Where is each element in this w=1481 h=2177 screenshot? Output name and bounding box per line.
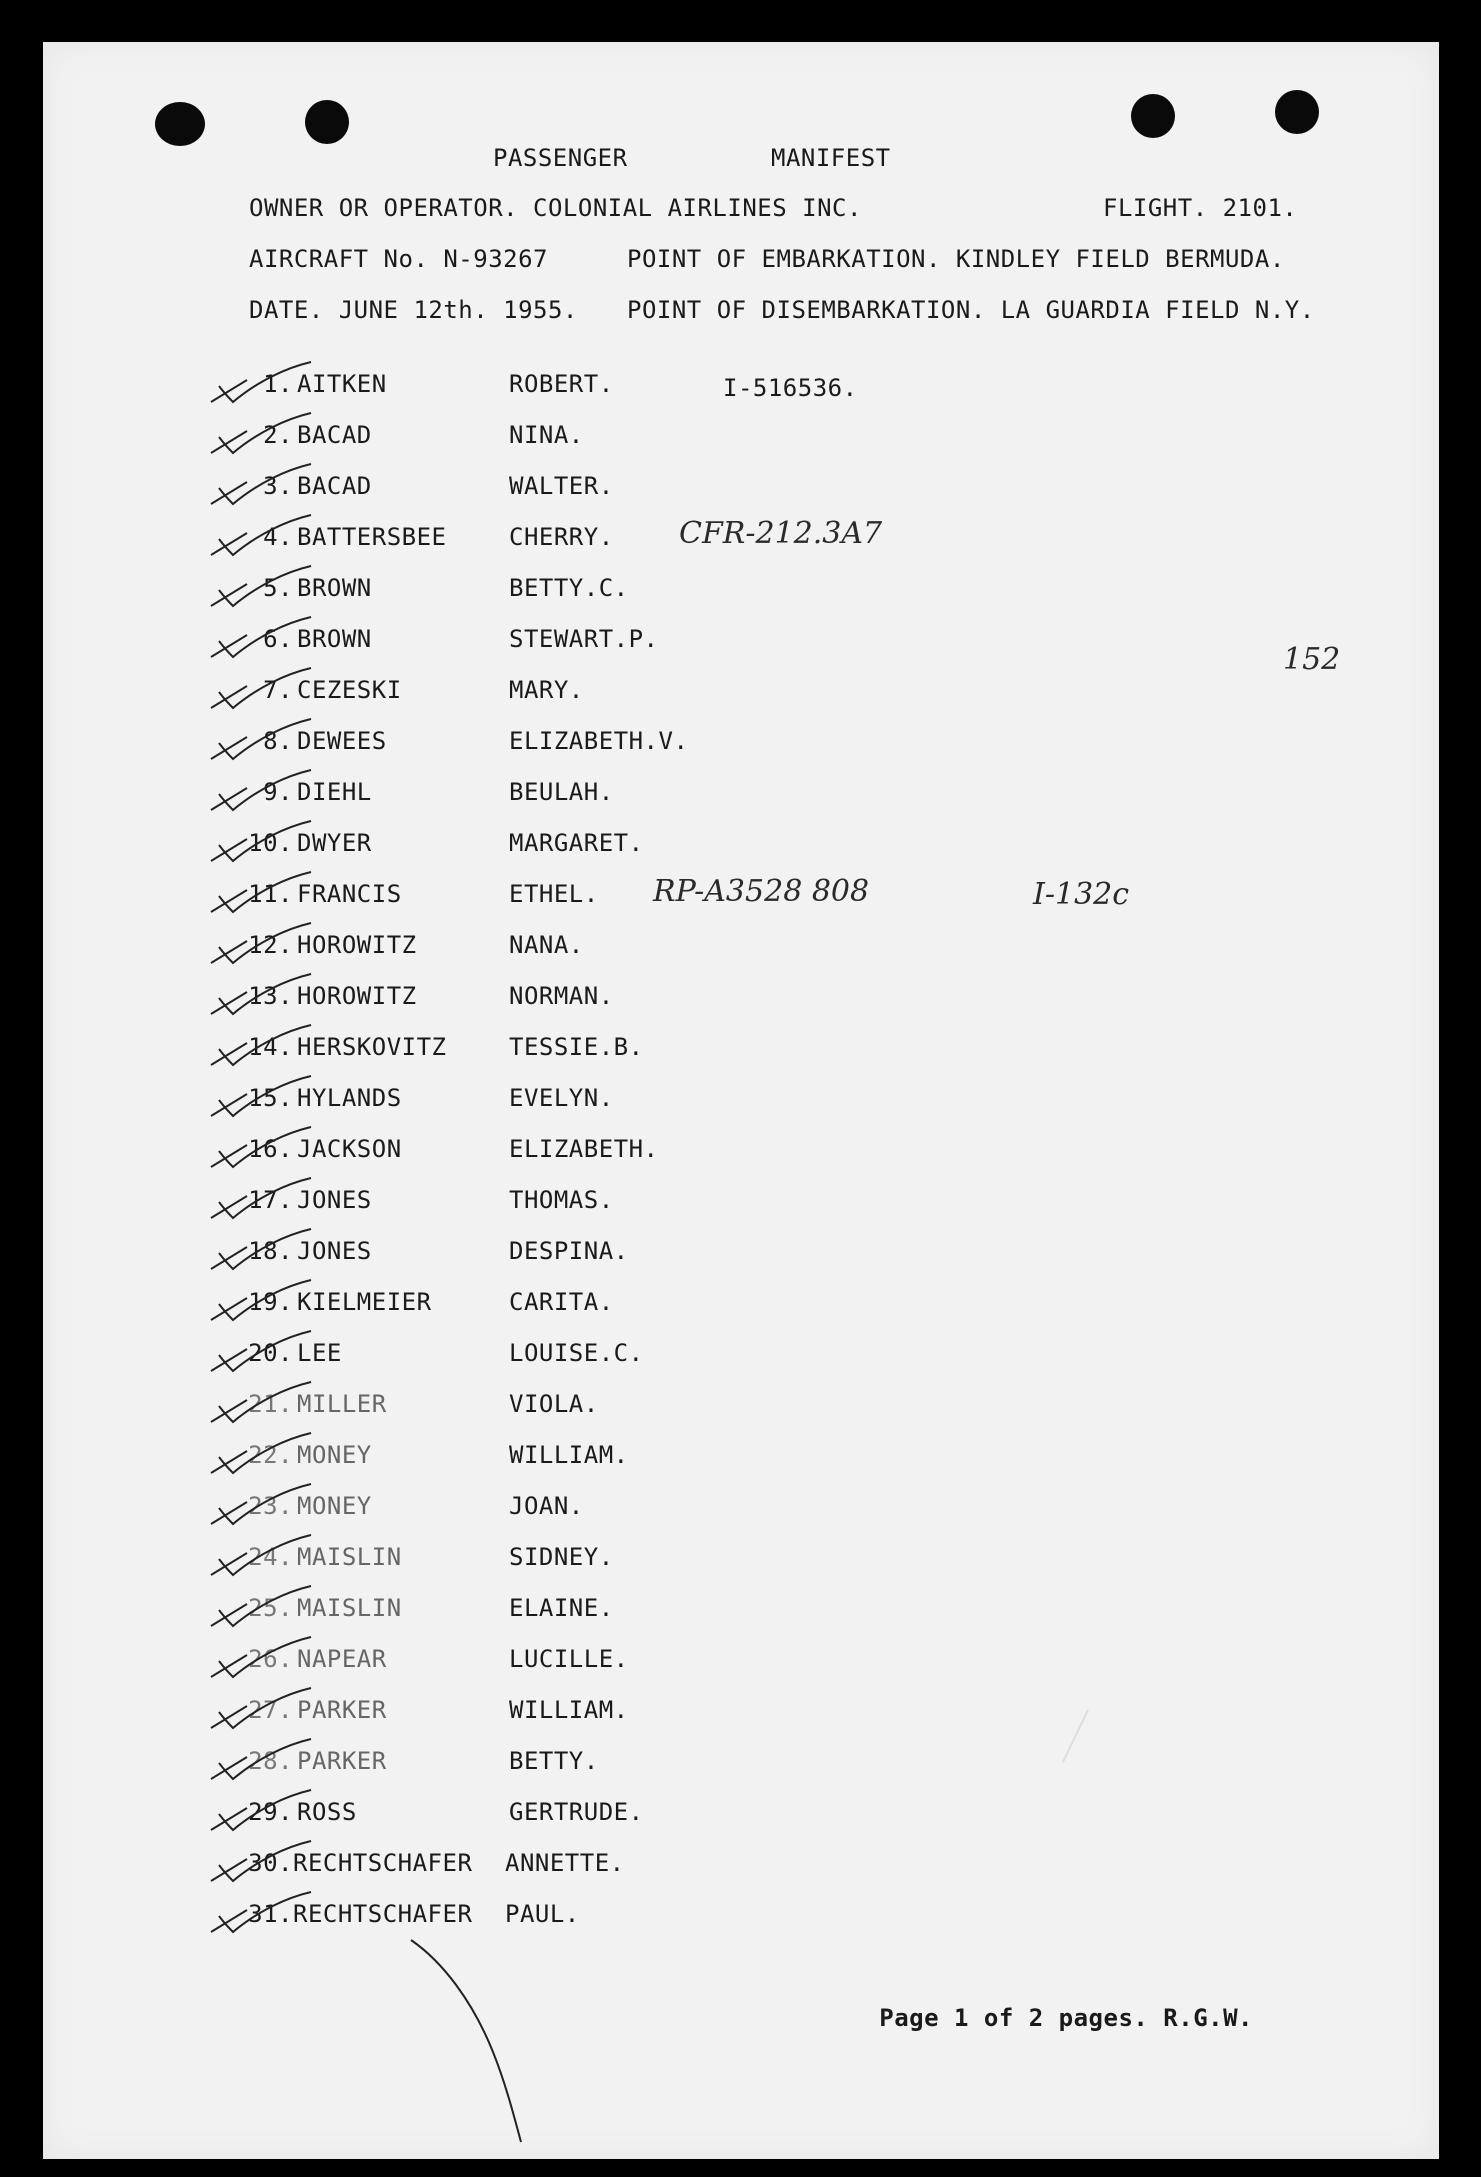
manifest-date: DATE. JUNE 12th. 1955.	[249, 296, 578, 324]
passenger-given-name: LUCILLE.	[509, 1645, 629, 1673]
passenger-number: 6.	[263, 625, 293, 653]
passenger-surname: BACAD	[297, 472, 372, 500]
passenger-row	[43, 1237, 1439, 1277]
check-mark	[207, 1176, 317, 1220]
passenger-row	[43, 1645, 1439, 1685]
check-mark	[207, 1125, 317, 1169]
passenger-row	[43, 982, 1439, 1022]
passenger-surname: CEZESKI	[297, 676, 402, 704]
check-mark	[207, 1431, 317, 1475]
passenger-number: 31.	[248, 1900, 293, 1928]
passenger-given-name: MARGARET.	[509, 829, 644, 857]
passenger-number: 21.	[248, 1390, 293, 1418]
passenger-row	[43, 574, 1439, 614]
passenger-number: 11.	[248, 880, 293, 908]
passenger-surname: HOROWITZ	[297, 931, 417, 959]
passenger-number: 7.	[263, 676, 293, 704]
manifest-sheet	[43, 42, 1439, 2159]
passenger-given-name: WILLIAM.	[509, 1441, 629, 1469]
passenger-given-name: JOAN.	[509, 1492, 584, 1520]
punch-hole-right-2	[1275, 90, 1319, 134]
check-mark	[207, 1023, 317, 1067]
passenger-row	[43, 1747, 1439, 1787]
passenger-row	[43, 727, 1439, 767]
passenger-surname: JACKSON	[297, 1135, 402, 1163]
check-mark	[207, 1635, 317, 1679]
check-mark	[207, 1686, 317, 1730]
passenger-surname: ROSS	[297, 1798, 357, 1826]
passenger-surname: MAISLIN	[297, 1594, 402, 1622]
passenger-surname: HYLANDS	[297, 1084, 402, 1112]
passenger-given-name: BETTY.C.	[509, 574, 629, 602]
francis-handwritten-note-1: RP-A3528 808	[653, 874, 870, 909]
passenger-surname: AITKEN	[297, 370, 387, 398]
check-mark	[207, 1890, 317, 1934]
passenger-number: 9.	[263, 778, 293, 806]
passenger-surname: KIELMEIER	[297, 1288, 432, 1316]
passenger-given-name: EVELYN.	[509, 1084, 614, 1112]
passenger-row	[43, 676, 1439, 716]
check-mark	[207, 1278, 317, 1322]
passenger-given-name: NANA.	[509, 931, 584, 959]
passenger-surname: NAPEAR	[297, 1645, 387, 1673]
check-mark	[207, 870, 317, 914]
passenger-number: 20.	[248, 1339, 293, 1367]
passenger-number: 19.	[248, 1288, 293, 1316]
passenger-row	[43, 1543, 1439, 1583]
passenger-row	[43, 1390, 1439, 1430]
passenger-number: 4.	[263, 523, 293, 551]
passenger-given-name: ELIZABETH.	[509, 1135, 659, 1163]
passenger-number: 25.	[248, 1594, 293, 1622]
passenger-number: 12.	[248, 931, 293, 959]
passenger-given-name: PAUL.	[505, 1900, 580, 1928]
passenger-number: 8.	[263, 727, 293, 755]
passenger-surname: MAISLIN	[297, 1543, 402, 1571]
check-mark	[207, 462, 317, 506]
check-mark	[207, 1482, 317, 1526]
passenger-number: 2.	[263, 421, 293, 449]
check-mark	[207, 1788, 317, 1832]
doc-title-left: PASSENGER	[493, 144, 628, 172]
punch-hole-left-2	[305, 100, 349, 144]
passenger-number: 3.	[263, 472, 293, 500]
passenger-surname: PARKER	[297, 1696, 387, 1724]
passenger-surname: PARKER	[297, 1747, 387, 1775]
passenger-row	[43, 1798, 1439, 1838]
passenger-given-name: GERTRUDE.	[509, 1798, 644, 1826]
owner-operator-line: OWNER OR OPERATOR. COLONIAL AIRLINES INC.	[249, 194, 862, 222]
passenger-surname: HERSKOVITZ	[297, 1033, 447, 1061]
doc-title-right: MANIFEST	[771, 144, 891, 172]
passenger-row	[43, 1288, 1439, 1328]
passenger-row	[43, 421, 1439, 461]
francis-handwritten-note-2: I-132c	[1033, 877, 1130, 912]
passenger-surname: BROWN	[297, 625, 372, 653]
passenger-number: 15.	[248, 1084, 293, 1112]
punch-hole-right-1	[1131, 94, 1175, 138]
passenger-row	[43, 1594, 1439, 1634]
check-mark	[207, 615, 317, 659]
passenger-number: 27.	[248, 1696, 293, 1724]
passenger-row	[43, 829, 1439, 869]
passenger-surname: FRANCIS	[297, 880, 402, 908]
margin-number: 152	[1283, 642, 1341, 677]
check-mark	[207, 513, 317, 557]
aircraft-number: AIRCRAFT No. N-93267	[249, 245, 548, 273]
passenger-row	[43, 1900, 1439, 1940]
passenger-given-name: VIOLA.	[509, 1390, 599, 1418]
check-mark	[207, 921, 317, 965]
passenger-surname: RECHTSCHAFER	[293, 1900, 473, 1928]
passenger-given-name: ANNETTE.	[505, 1849, 625, 1877]
passenger-number: 18.	[248, 1237, 293, 1265]
check-mark	[207, 1839, 317, 1883]
passenger-given-name: BEULAH.	[509, 778, 614, 806]
passenger-row	[43, 1339, 1439, 1379]
battersbee-handwritten-note: CFR-212.3A7	[679, 516, 883, 551]
passenger-row	[43, 1084, 1439, 1124]
passenger-number: 13.	[248, 982, 293, 1010]
check-mark	[207, 1584, 317, 1628]
passenger-surname: DIEHL	[297, 778, 372, 806]
passenger-surname: BATTERSBEE	[297, 523, 447, 551]
check-mark	[207, 360, 317, 404]
passenger-surname: RECHTSCHAFER	[293, 1849, 473, 1877]
passenger-row	[43, 1849, 1439, 1889]
point-of-disembarkation: POINT OF DISEMBARKATION. LA GUARDIA FIELD N.Y.	[627, 296, 1315, 324]
passenger-given-name: ELAINE.	[509, 1594, 614, 1622]
passenger-number: 5.	[263, 574, 293, 602]
check-mark	[207, 1380, 317, 1424]
passenger-given-name: ROBERT.	[509, 370, 614, 398]
passenger-given-name: CARITA.	[509, 1288, 614, 1316]
check-mark	[207, 1074, 317, 1118]
passenger-number: 29.	[248, 1798, 293, 1826]
passenger-surname: BACAD	[297, 421, 372, 449]
passenger-given-name: CHERRY.	[509, 523, 614, 551]
passenger-given-name: MARY.	[509, 676, 584, 704]
passenger-surname: BROWN	[297, 574, 372, 602]
passenger-number: 17.	[248, 1186, 293, 1214]
check-mark	[207, 768, 317, 812]
page-footer: Page 1 of 2 pages. R.G.W.	[879, 2004, 1253, 2032]
passenger-given-name: ELIZABETH.V.	[509, 727, 689, 755]
passenger-given-name: NORMAN.	[509, 982, 614, 1010]
passenger-number: 16.	[248, 1135, 293, 1163]
passenger-row	[43, 1033, 1439, 1073]
passenger-number: 28.	[248, 1747, 293, 1775]
passenger-given-name: TESSIE.B.	[509, 1033, 644, 1061]
passenger-row	[43, 778, 1439, 818]
passenger-surname: MONEY	[297, 1441, 372, 1469]
passenger-row	[43, 625, 1439, 665]
passenger-row	[43, 472, 1439, 512]
passenger-given-name: WALTER.	[509, 472, 614, 500]
punch-hole-left-1	[155, 102, 205, 146]
check-mark	[207, 666, 317, 710]
passenger-surname: MONEY	[297, 1492, 372, 1520]
passenger-given-name: ETHEL.	[509, 880, 599, 908]
check-mark	[207, 1533, 317, 1577]
passenger-row	[43, 1186, 1439, 1226]
passenger-row	[43, 1492, 1439, 1532]
point-of-embarkation: POINT OF EMBARKATION. KINDLEY FIELD BERMUDA.	[627, 245, 1285, 273]
aitken-passport-note: I-516536.	[723, 374, 858, 402]
passenger-given-name: STEWART.P.	[509, 625, 659, 653]
passenger-number: 30.	[248, 1849, 293, 1877]
passenger-row	[43, 931, 1439, 971]
check-mark	[207, 411, 317, 455]
passenger-number: 10.	[248, 829, 293, 857]
passenger-given-name: THOMAS.	[509, 1186, 614, 1214]
passenger-number: 23.	[248, 1492, 293, 1520]
passenger-number: 22.	[248, 1441, 293, 1469]
passenger-number: 26.	[248, 1645, 293, 1673]
check-mark	[207, 1227, 317, 1271]
passenger-row	[43, 1441, 1439, 1481]
passenger-surname: DEWEES	[297, 727, 387, 755]
passenger-surname: MILLER	[297, 1390, 387, 1418]
passenger-surname: LEE	[297, 1339, 342, 1367]
passenger-given-name: NINA.	[509, 421, 584, 449]
passenger-row	[43, 1696, 1439, 1736]
passenger-number: 1.	[263, 370, 293, 398]
passenger-number: 14.	[248, 1033, 293, 1061]
passenger-surname: JONES	[297, 1186, 372, 1214]
check-mark	[207, 972, 317, 1016]
check-mark	[207, 1329, 317, 1373]
passenger-given-name: SIDNEY.	[509, 1543, 614, 1571]
passenger-number: 24.	[248, 1543, 293, 1571]
passenger-given-name: WILLIAM.	[509, 1696, 629, 1724]
check-mark	[207, 1737, 317, 1781]
check-mark	[207, 717, 317, 761]
passenger-given-name: DESPINA.	[509, 1237, 629, 1265]
passenger-surname: HOROWITZ	[297, 982, 417, 1010]
passenger-row	[43, 1135, 1439, 1175]
check-mark	[207, 564, 317, 608]
passenger-surname: JONES	[297, 1237, 372, 1265]
passenger-surname: DWYER	[297, 829, 372, 857]
passenger-given-name: BETTY.	[509, 1747, 599, 1775]
check-mark	[207, 819, 317, 863]
passenger-given-name: LOUISE.C.	[509, 1339, 644, 1367]
flight-number: FLIGHT. 2101.	[1103, 194, 1298, 222]
